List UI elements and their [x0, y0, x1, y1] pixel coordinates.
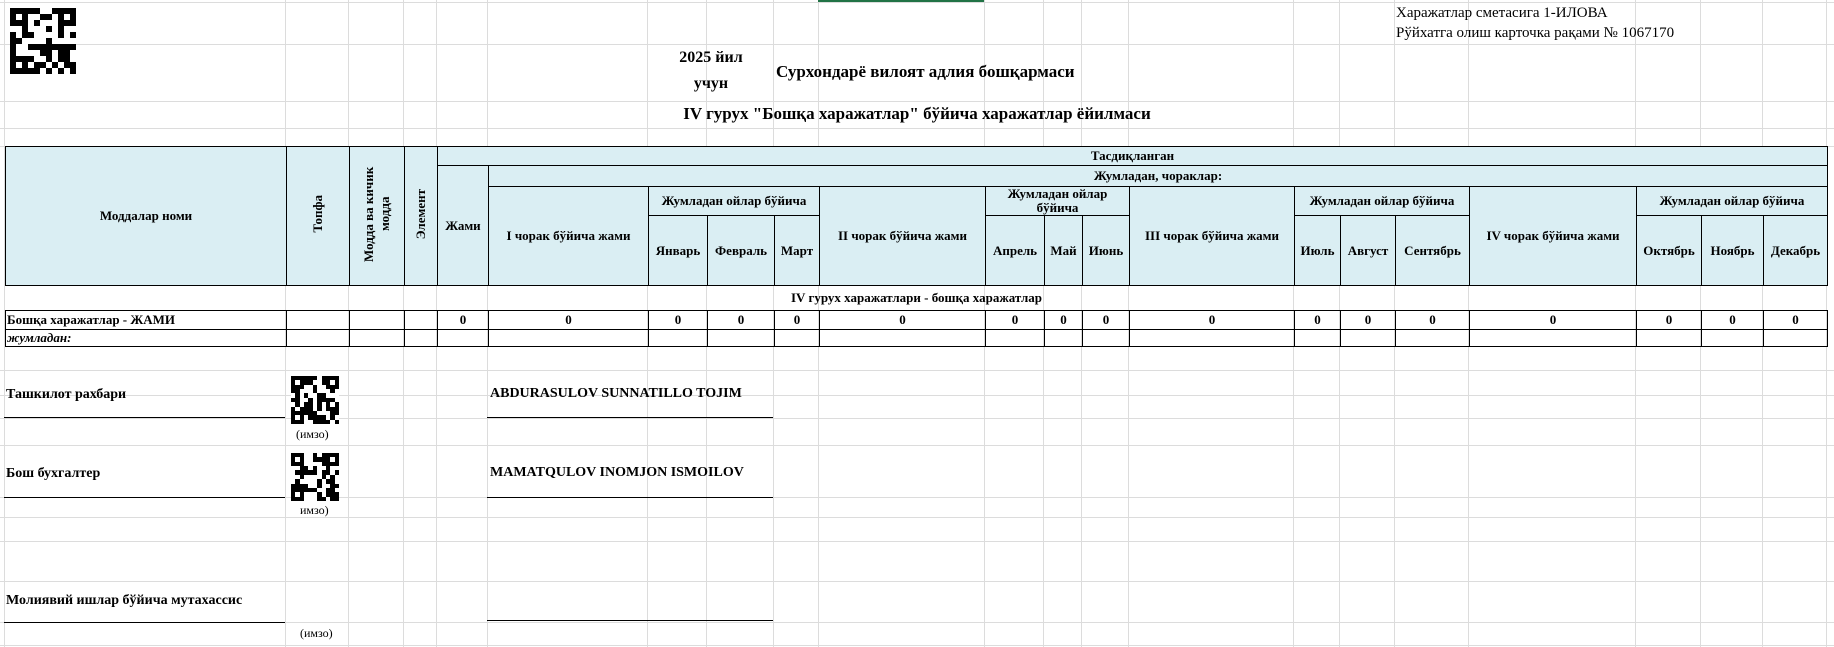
head-label: Ташкилот рахбари — [6, 387, 127, 402]
cell-m6[interactable]: 0 — [1083, 311, 1130, 330]
header-month-8: Август — [1341, 216, 1396, 286]
cell-q3[interactable]: 0 — [1130, 311, 1295, 330]
accountant-label: Бош бухгалтер — [6, 466, 101, 481]
cell-m10[interactable]: 0 — [1637, 311, 1702, 330]
registration-card-number: Рўйхатга олиш карточка рақами № 1067170 — [1396, 25, 1675, 41]
header-month-1: Январь — [649, 216, 708, 286]
header-subitem: Модда ва кичик модда — [350, 147, 405, 286]
header-month-5: Май — [1045, 216, 1083, 286]
cell-m7[interactable]: 0 — [1295, 311, 1341, 330]
head-name-line — [487, 417, 773, 418]
appendix-label: Харажатлар сметасига 1-ИЛОВА — [1396, 5, 1608, 21]
header-item-name: Моддалар номи — [6, 147, 287, 286]
header-month-11: Ноябрь — [1702, 216, 1764, 286]
specialist-name-line — [487, 620, 773, 621]
cell-m4[interactable]: 0 — [986, 311, 1045, 330]
header-q3-months: Жумладан ойлар бўйича — [1295, 187, 1470, 216]
year-label: 2025 йил — [679, 49, 743, 66]
table-row[interactable] — [6, 330, 1828, 347]
head-signature-line — [4, 417, 285, 418]
header-approved: Тасдиқланган — [438, 147, 1828, 166]
header-element: Элемент — [405, 147, 438, 286]
year-label-suffix: учун — [693, 75, 729, 92]
row-label: Бошқа харажатлар - ЖАМИ — [6, 311, 287, 330]
organization-name: Сурхондарё вилоят адлия бошқармаси — [776, 62, 1075, 81]
cell-total[interactable]: 0 — [438, 311, 489, 330]
header-month-10: Октябрь — [1637, 216, 1702, 286]
accountant-imzo: имзо) — [300, 503, 329, 517]
cell-q4[interactable]: 0 — [1470, 311, 1637, 330]
cell-m12[interactable]: 0 — [1764, 311, 1828, 330]
header-q2-total: II чорак бўйича жами — [820, 187, 986, 286]
expense-table — [5, 146, 1828, 347]
specialist-imzo: (имзо) — [300, 626, 333, 640]
header-total: Жами — [438, 166, 489, 286]
header-month-4: Апрель — [986, 216, 1045, 286]
section-title: IV гурух харажатлари - бошқа харажатлар — [6, 286, 1828, 311]
header-month-3: Март — [775, 216, 820, 286]
header-q1-months: Жумладан ойлар бўйича — [649, 187, 820, 216]
table-row[interactable] — [6, 311, 1828, 330]
row-label: жумладан: — [6, 330, 287, 347]
qr-code-icon — [10, 8, 76, 74]
header-q1-total: I чорак бўйича жами — [489, 187, 649, 286]
cell-m9[interactable]: 0 — [1396, 311, 1470, 330]
header-q4-total: IV чорак бўйича жами — [1470, 187, 1637, 286]
cell-m11[interactable]: 0 — [1702, 311, 1764, 330]
header-month-7: Июль — [1295, 216, 1341, 286]
head-imzo: (имзо) — [296, 427, 329, 441]
cell-m5[interactable]: 0 — [1045, 311, 1083, 330]
cell-m3[interactable]: 0 — [775, 311, 820, 330]
cell-m1[interactable]: 0 — [649, 311, 708, 330]
header-q3-total: III чорак бўйича жами — [1130, 187, 1295, 286]
head-name: ABDURASULOV SUNNATILLO TOJIM — [490, 386, 742, 401]
header-q4-months: Жумладан ойлар бўйича — [1637, 187, 1828, 216]
qr-code-icon — [291, 453, 339, 501]
header-month-6: Июнь — [1083, 216, 1130, 286]
header-code: Топфа — [287, 147, 350, 286]
specialist-label: Молиявий ишлар бўйича мутахассис — [6, 593, 243, 608]
accountant-signature-line — [4, 497, 285, 498]
header-month-2: Февраль — [708, 216, 775, 286]
header-q2-months: Жумладан ойлар бўйича — [986, 187, 1130, 216]
cell-m8[interactable]: 0 — [1341, 311, 1396, 330]
active-cell-indicator — [818, 0, 984, 2]
accountant-name: MAMATQULOV INOMJON ISMOILOV — [490, 465, 744, 480]
cell-q2[interactable]: 0 — [820, 311, 986, 330]
header-including-quarters: Жумладан, чораклар: — [489, 166, 1828, 187]
accountant-name-line — [487, 497, 773, 498]
header-month-12: Декабрь — [1764, 216, 1828, 286]
specialist-signature-line — [4, 622, 285, 623]
cell-q1[interactable]: 0 — [489, 311, 649, 330]
qr-code-icon — [291, 376, 339, 424]
page-title: IV гурух "Бошқа харажатлар" бўйича харажатлар ёйилмаси — [683, 104, 1151, 123]
header-month-9: Сентябрь — [1396, 216, 1470, 286]
cell-m2[interactable]: 0 — [708, 311, 775, 330]
